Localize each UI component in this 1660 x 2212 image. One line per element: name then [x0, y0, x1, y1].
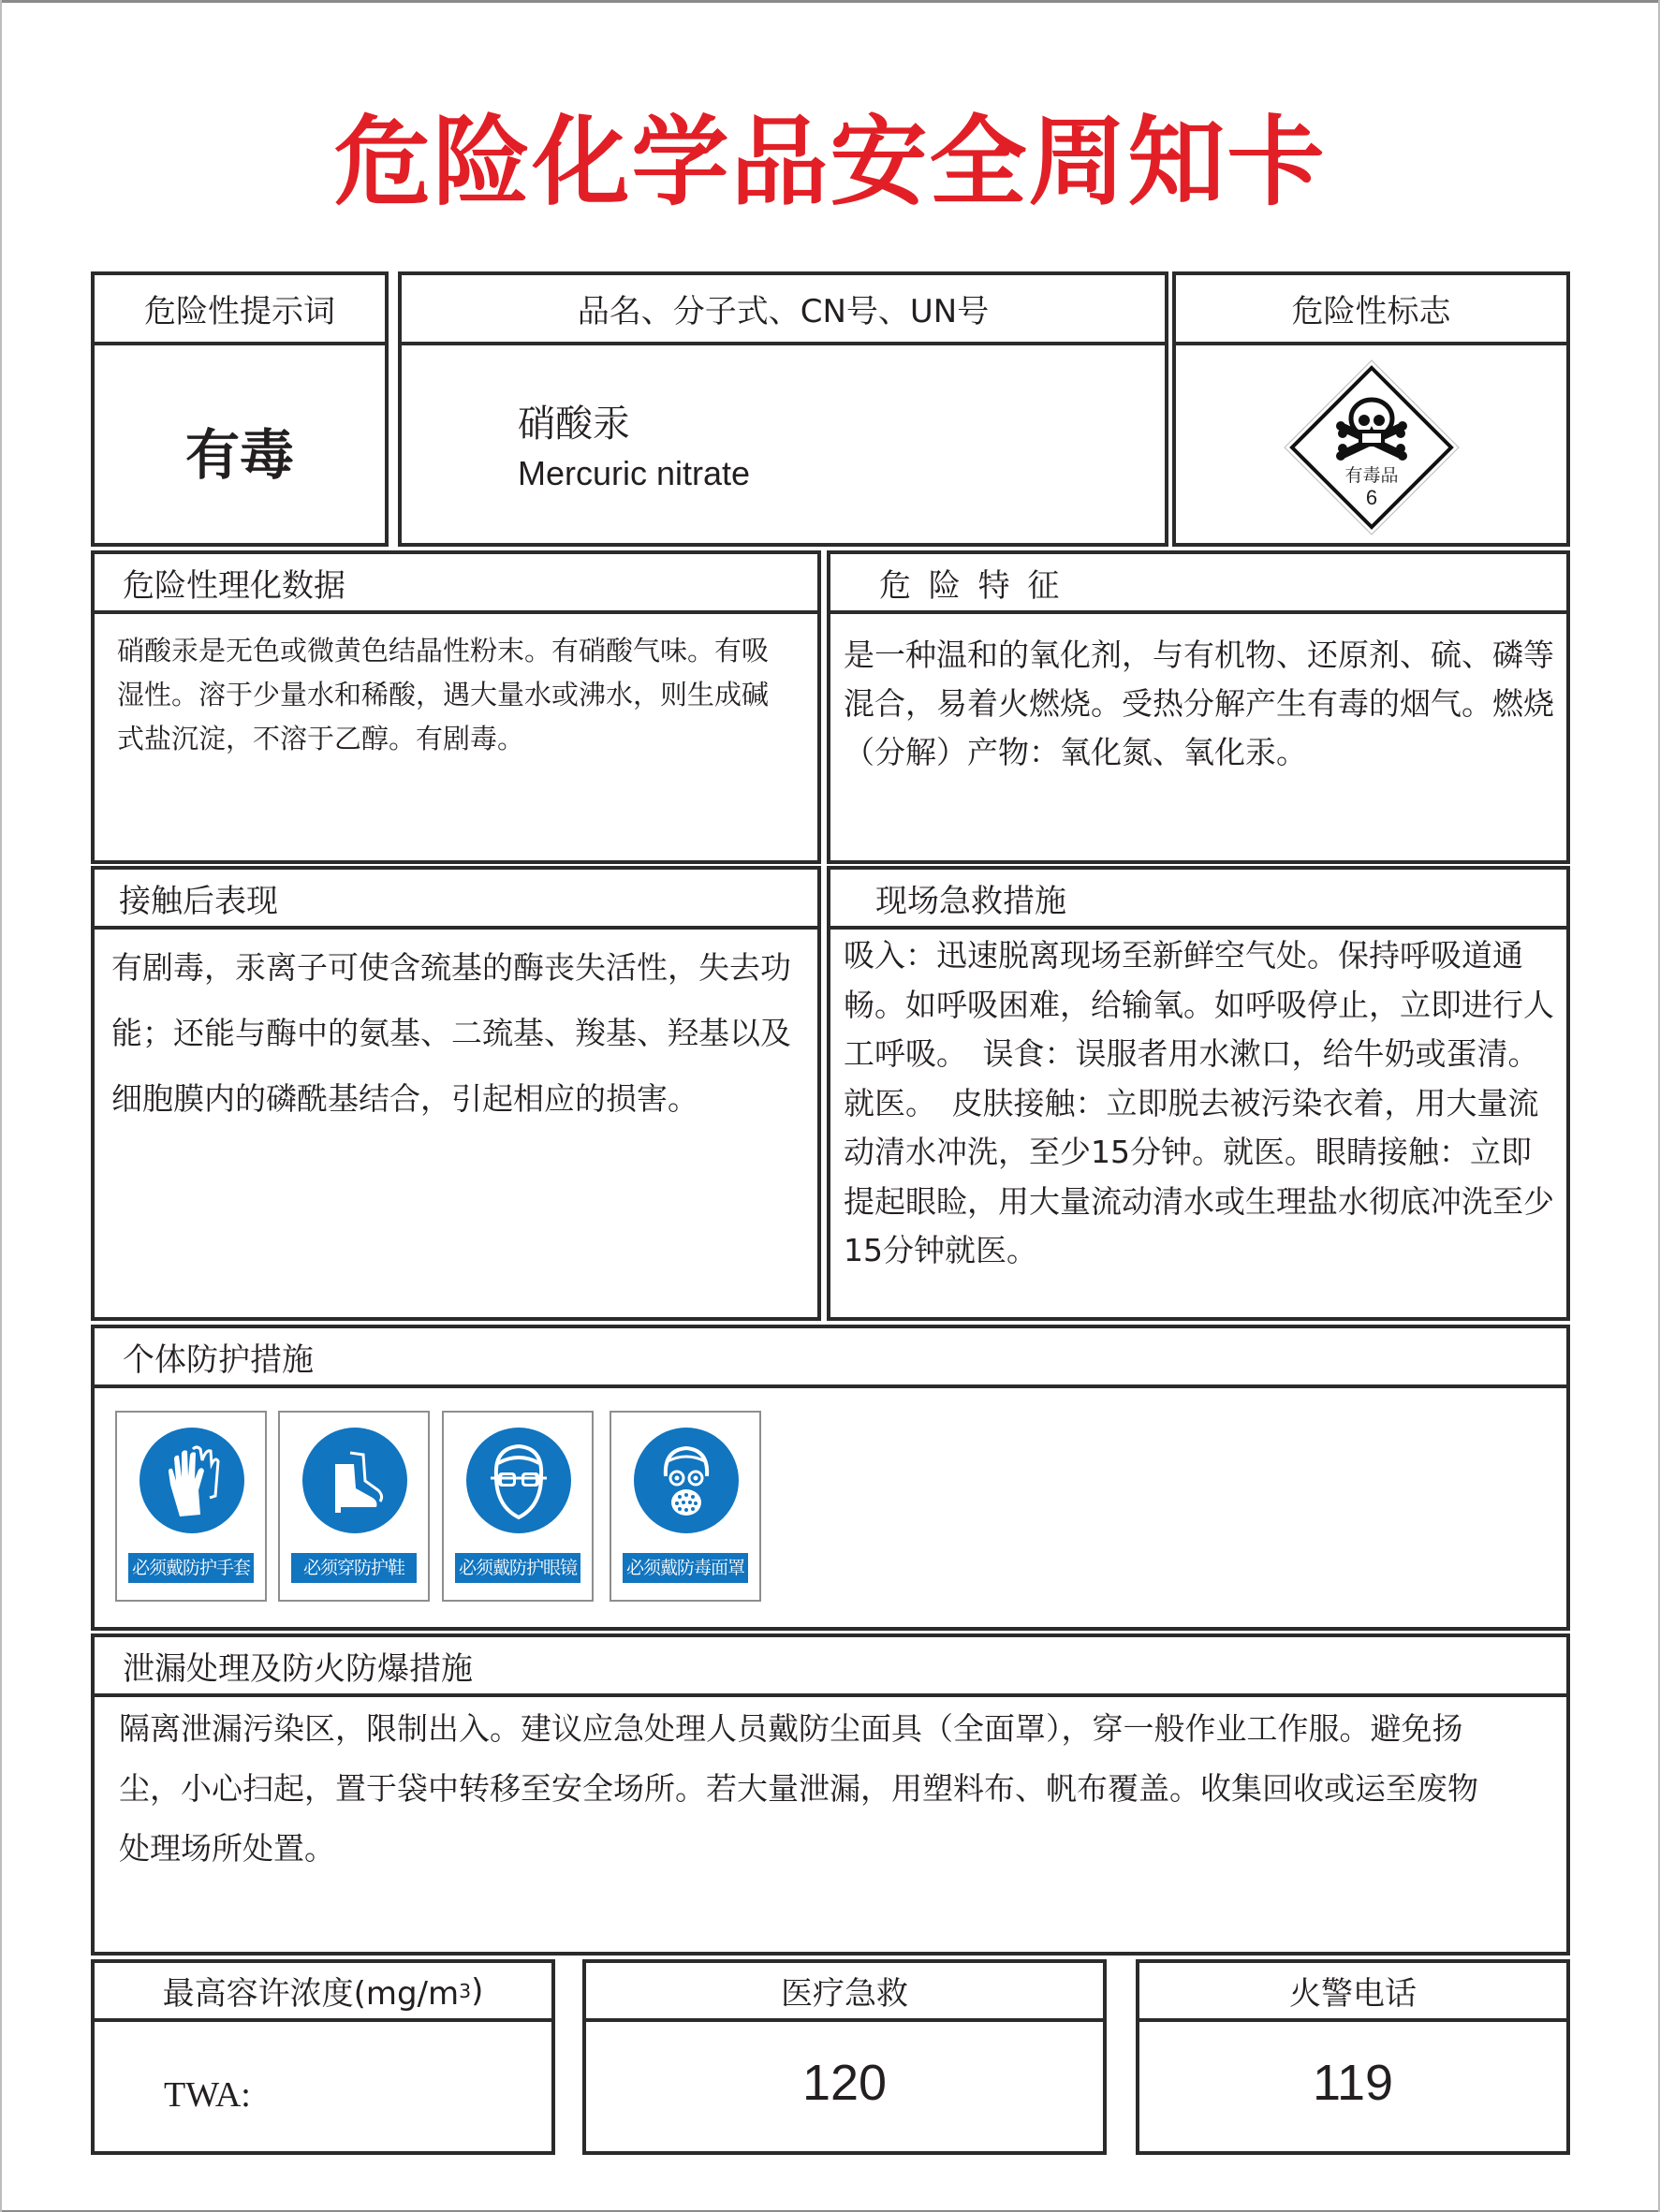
max-concentration-close: ): [471, 1971, 484, 2010]
first-aid-box: [827, 866, 1570, 1321]
twa-value: TWA:: [164, 2075, 251, 2115]
card-title: 危险化学品安全周知卡: [333, 104, 1327, 219]
identity-box: [398, 271, 1168, 547]
fire-alarm-box: [1136, 1959, 1570, 2155]
ppe-label-gas-mask: 必须戴防毒面罩: [623, 1553, 748, 1583]
ppe-label-gloves: 必须戴防护手套: [128, 1553, 254, 1583]
ppe-box: [91, 1325, 1570, 1631]
ppe-card-goggles: [442, 1411, 594, 1602]
signal-word-body: [95, 345, 385, 543]
boot-icon: [302, 1428, 407, 1533]
signal-word-box: [91, 271, 389, 547]
hazard-class-number: 6: [1365, 486, 1378, 509]
medical-emergency-box: [582, 1959, 1107, 2155]
fire-alarm-body: [1139, 2022, 1566, 2151]
exposure-header: 接触后表现: [95, 870, 817, 930]
max-concentration-header: [95, 1963, 551, 2022]
hazard-label-header: 危险性标志: [1176, 275, 1566, 345]
fire-alarm-header: 火警电话: [1139, 1963, 1566, 2022]
first-aid-header: 现场急救措施: [830, 870, 1566, 930]
spill-text: 隔离泄漏污染区，限制出入。建议应急处理人员戴防尘面具（全面罩），穿一般作业工作服。避免扬尘，小心扫起，置于袋中转移至安全场所。若大量泄漏，用塑料布、帆布覆盖。收集回收或运至废物处理场所处置。: [119, 1710, 1478, 1867]
chemical-name-en: Mercuric nitrate: [518, 454, 751, 492]
first-aid-body: [830, 930, 1566, 1317]
ppe-card-gas-mask: [610, 1411, 761, 1602]
page-frame-top: [0, 0, 1660, 3]
ppe-label-boots: 必须穿防护鞋: [291, 1553, 417, 1583]
page-frame-left: [0, 0, 2, 2212]
signal-word-value: 有毒: [184, 423, 294, 487]
hazard-features-text: 是一种温和的氧化剂，与有机物、还原剂、硫、磷等混合，易着火燃烧。受热分解产生有毒的烟气。燃烧（分解）产物：氧化氮、氧化汞。: [844, 637, 1554, 770]
max-concentration-label: 最高容许浓度(mg/m: [162, 1975, 460, 2013]
medical-emergency-header: 医疗急救: [586, 1963, 1103, 2022]
first-aid-text: 吸入：迅速脱离现场至新鲜空气处。保持呼吸道通畅。如呼吸困难，给输氧。如呼吸停止，立即进行人工呼吸。 误食：误服者用水漱口，给牛奶或蛋清。就医。 皮肤接触：立即脱去被污染衣着，用大量流动清水冲洗，至少15分钟。就医。眼睛接触：立即提起眼睑，用大量流动清水或生理盐水彻底冲洗至少15分钟就医。: [844, 937, 1554, 1268]
physchem-text: 硝酸汞是无色或微黄色结晶性粉末。有硝酸气味。有吸湿性。溶于少量水和稀酸，遇大量水或沸水，则生成碱式盐沉淀，不溶于乙醇。有剧毒。: [117, 635, 770, 754]
ppe-card-gloves: [115, 1411, 267, 1602]
ppe-body: [95, 1388, 1566, 1627]
toxic-sign-text: 有毒品: [1344, 465, 1399, 486]
max-concentration-body: [95, 2022, 551, 2151]
hazard-features-body: [830, 614, 1566, 860]
physchem-body: [95, 614, 817, 860]
identity-body: [402, 345, 1165, 543]
hazard-label-box: [1172, 271, 1570, 547]
max-concentration-sup: 3: [459, 1979, 472, 2002]
spill-body: [95, 1697, 1566, 1952]
toxic-diamond-sign: [1283, 359, 1461, 536]
signal-word-header: 危险性提示词: [95, 275, 385, 345]
hazard-features-box: [827, 550, 1570, 864]
hazard-label-body: [1176, 345, 1566, 543]
chemical-name-cn: 硝酸汞: [518, 403, 630, 446]
spill-box: [91, 1633, 1570, 1956]
medical-emergency-number: 120: [801, 2055, 888, 2111]
identity-header: 品名、分子式、CN号、UN号: [402, 275, 1165, 345]
fire-alarm-number: 119: [1312, 2055, 1394, 2111]
hazard-features-header: 危 险 特 征: [830, 554, 1566, 614]
exposure-text: 有剧毒，汞离子可使含巯基的酶丧失活性，失去功能；还能与酶中的氨基、二巯基、羧基、羟基以及细胞膜内的磷酰基结合，引起相应的损害。: [111, 949, 791, 1117]
ppe-label-goggles: 必须戴防护眼镜: [455, 1553, 580, 1583]
gas-mask-icon: [634, 1428, 739, 1533]
goggles-icon: [466, 1428, 571, 1533]
physchem-header: 危险性理化数据: [95, 554, 817, 614]
exposure-body: [95, 930, 817, 1317]
ppe-card-boots: [278, 1411, 430, 1602]
gloves-icon: [140, 1428, 244, 1533]
physchem-box: [91, 550, 821, 864]
max-concentration-box: [91, 1959, 555, 2155]
medical-emergency-body: [586, 2022, 1103, 2151]
spill-header: 泄漏处理及防火防爆措施: [95, 1637, 1566, 1697]
ppe-header: 个体防护措施: [95, 1328, 1566, 1388]
exposure-box: [91, 866, 821, 1321]
